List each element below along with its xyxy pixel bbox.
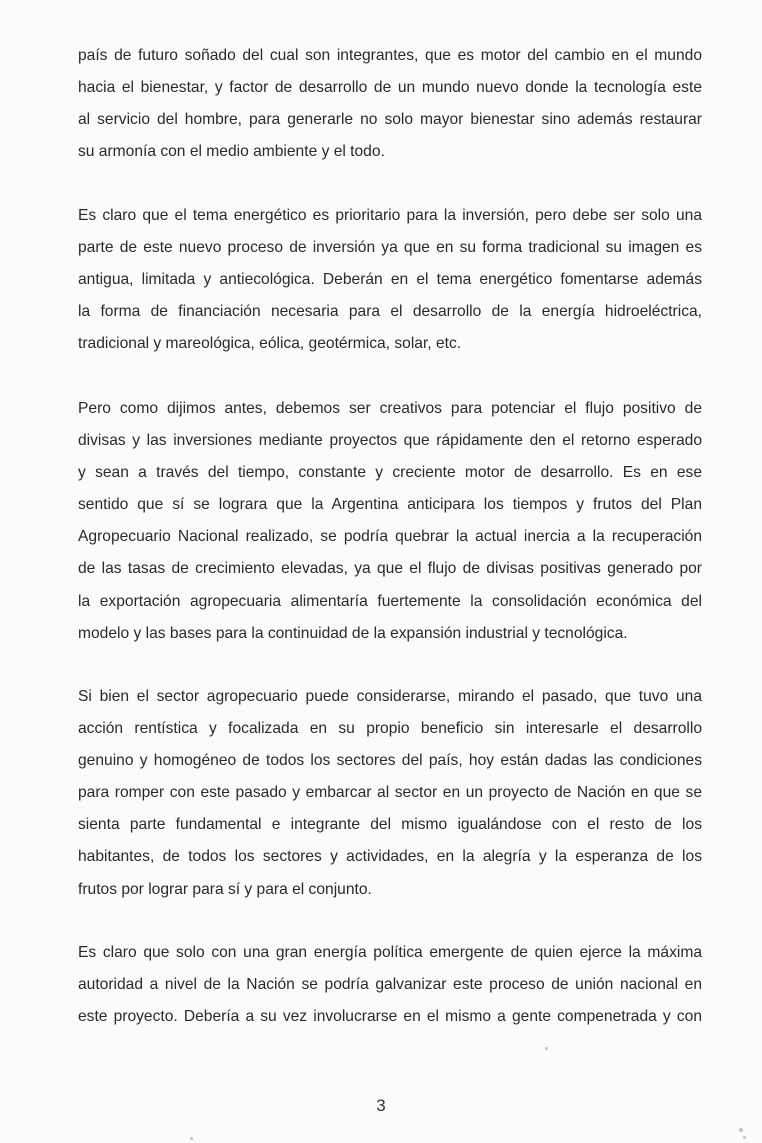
text-line: Pero como dijimos antes, debemos ser creativos para potenciar el flujo positivo de [78, 400, 702, 417]
text-line: hacia el bienestar, y factor de desarrollo de un mundo nuevo donde la tecnología este [78, 79, 702, 97]
text-line: su armonía con el medio ambiente y el todo. [78, 143, 385, 161]
text-line: acción rentística y focalizada en su propio beneficio sin interesarle el desarrollo [78, 720, 702, 738]
text-line: este proyecto. Debería a su vez involucrarse en el mismo a gente compenetrada y con [78, 1008, 702, 1026]
scan-speck [743, 1136, 746, 1139]
text-line: y sean a través del tiempo, constante y creciente motor de desarrollo. Es en ese [78, 464, 702, 482]
text-line: país de futuro soñado del cual son integrantes, que es motor del cambio en el mundo [78, 47, 702, 64]
text-line: de las tasas de crecimiento elevadas, ya que el flujo de divisas positivas generado por [78, 560, 702, 578]
page-number: 3 [376, 1096, 386, 1115]
text-line: Agropecuario Nacional realizado, se podría quebrar la actual inercia a la recuperación [78, 528, 702, 546]
text-line: Es claro que el tema energético es prioritario para la inversión, pero debe ser solo una [78, 207, 702, 224]
paragraph-1 [78, 40, 702, 168]
text-line: Es claro que solo con una gran energía política emergente de quien ejerce la máxima [78, 944, 702, 961]
text-line: la exportación agropecuaria alimentaría fuertemente la consolidación económica del [78, 592, 702, 610]
text-line: modelo y las bases para la continuidad de la expansión industrial y tecnológica. [78, 624, 628, 642]
text-line: antigua, limitada y antiecológica. Deberán en el tema energético fomentarse además [78, 271, 702, 289]
text-line: tradicional y mareológica, eólica, geotérmica, solar, etc. [78, 335, 462, 353]
text-line: autoridad a nivel de la Nación se podría galvanizar este proceso de unión nacional en [78, 976, 702, 994]
text-line: sentido que sí se lograra que la Argentina anticipara los tiempos y frutos del Plan [78, 496, 702, 514]
text-line: divisas y las inversiones mediante proyectos que rápidamente den el retorno esperado [78, 432, 702, 450]
scan-speck [190, 1137, 193, 1140]
paragraph-2 [78, 200, 702, 360]
paragraph-3 [78, 393, 702, 650]
text-line: habitantes, de todos los sectores y actividades, en la alegría y la esperanza de los [78, 848, 702, 866]
paragraph-4 [78, 681, 702, 906]
text-line: la forma de financiación necesaria para el desarrollo de la energía hidroeléctrica, [78, 303, 702, 321]
text-line: frutos por lograr para sí y para el conjunto. [78, 880, 372, 898]
text-line: para romper con este pasado y embarcar al sector en un proyecto de Nación en que se [78, 784, 702, 802]
text-line: sienta parte fundamental e integrante del mismo igualándose con el resto de los [78, 816, 702, 834]
text-line: parte de este nuevo proceso de inversión ya que en su forma tradicional su imagen es [78, 239, 702, 257]
text-line: Si bien el sector agropecuario puede considerarse, mirando el pasado, que tuvo una [78, 688, 702, 705]
paragraph-5 [78, 937, 702, 1033]
text-line: genuino y homogéneo de todos los sectores del país, hoy están dadas las condiciones [78, 752, 702, 770]
scan-speck [545, 1047, 548, 1050]
scan-speck [739, 1128, 743, 1132]
text-line: al servicio del hombre, para generarle no solo mayor bienestar sino además restaurar [78, 111, 702, 129]
